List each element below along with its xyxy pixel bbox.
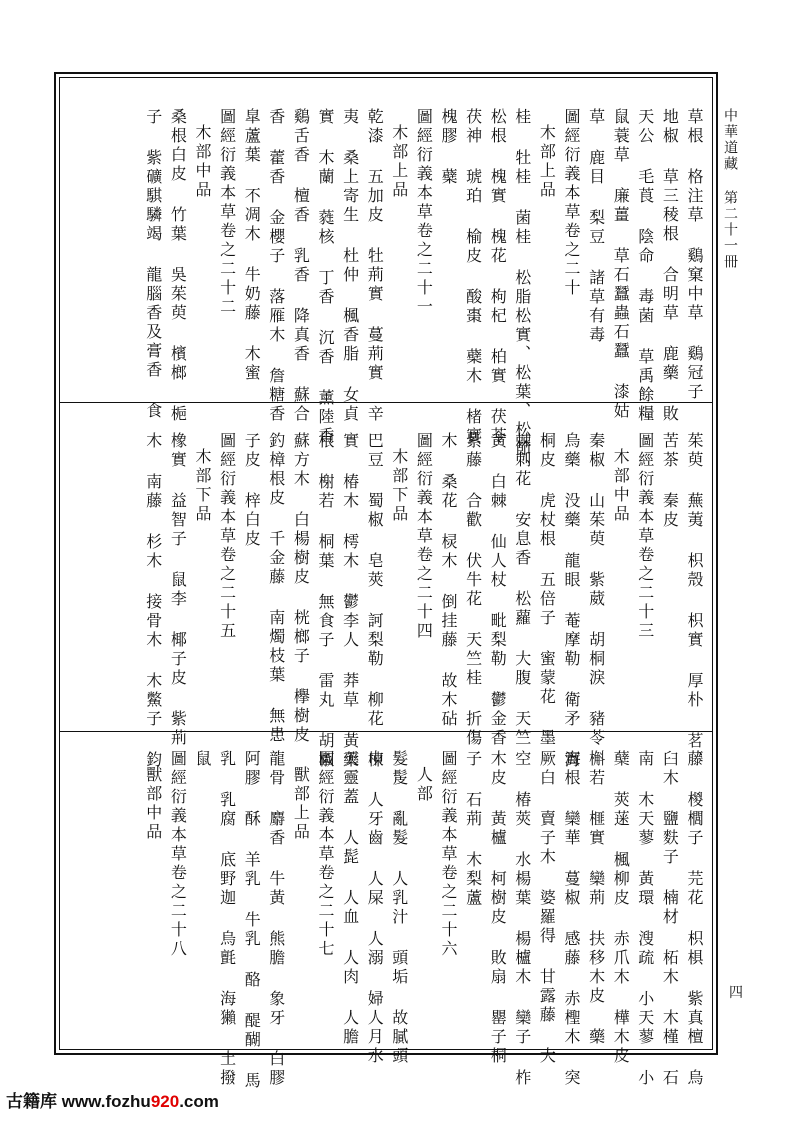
text-column: 槐膠 蘗: [439, 108, 458, 187]
text-column: 圖經衍義本草卷之二十一: [414, 108, 434, 317]
text-column: 木部上品: [537, 124, 557, 200]
text-column: 圖經衍義本草卷之二十五: [217, 432, 237, 641]
text-column: 蘇方木 白楊樹皮 桄榔子 欅樹皮: [291, 432, 311, 745]
text-column: 木 桑花 棂木 倒挂藤 故木砧: [439, 432, 458, 729]
text-column: 子皮 梓白皮: [242, 432, 262, 549]
text-column: 乾漆 五加皮 牡荊實 蔓荊實 辛: [365, 108, 385, 424]
text-column: 天公 毛莨 陰命 毒菌 草禹餘糧: [635, 108, 655, 424]
text-column: 圖經衍義本草卷之二十八: [168, 750, 188, 959]
text-column: 臼木 鹽麩子 楠材 柘木 木槿 石: [660, 750, 680, 1088]
text-column: 皐蘆葉 不凋木 牛奶藤 木蜜: [242, 108, 262, 383]
text-column: 橡實 益智子 鼠李 椰子皮 紫荊: [168, 432, 188, 748]
text-column: 鼠蓑草 廉薑 草石蠶蟲石蠶 漆姑: [611, 108, 631, 421]
text-column: 子 紫礦騏驎竭 龍腦香及膏香 食: [143, 108, 163, 421]
text-column: 苦茶 秦皮: [660, 432, 680, 530]
text-column: 實 椿木 樗木 鬱李人 莽草 黃藥: [340, 432, 360, 770]
text-column: 棘刺花 安息香 松蘿 大腹 天竺: [512, 432, 532, 748]
watermark-text: 古籍库 www.fozhu: [6, 1092, 151, 1111]
text-column: 子 石荊 木梨蘆: [463, 750, 483, 908]
watermark-suffix: .com: [179, 1092, 219, 1111]
text-column: 槲若 榧實 欒荊 扶移木皮 藥: [586, 750, 606, 1047]
text-column: 圖經衍義本草卷之二十: [562, 108, 581, 298]
text-column: 天靈蓋 人髭 人血 人肉 人膽: [340, 750, 360, 1047]
text-column: 香 藿香 金櫻子 落雁木 詹糖香: [266, 108, 286, 424]
text-column: 木皮 黃櫨 柯樹皮 敗扇 罌子桐: [488, 750, 508, 1066]
running-header: 中華道藏 第二十一冊: [722, 108, 738, 270]
page-number: 四: [729, 985, 743, 1001]
text-column: 黃 白棘 仙人杖 毗梨勒 鬱金香: [488, 432, 508, 748]
text-column: 木部上品: [389, 124, 409, 200]
text-column: 秦椒 山茱萸 紫葳 胡桐淚 豬苓: [586, 432, 606, 748]
text-column: 人部: [414, 766, 434, 804]
text-column: 桂 牡桂 菌桂 松脂松實、松葉、松節、: [512, 108, 532, 478]
text-column: 松根 槐實 槐花 枸杞 柏實 茯苓: [488, 108, 508, 446]
watermark-highlight: 920: [150, 1092, 180, 1111]
text-column: 根 榭若 桐葉 無食子 雷丸 胡椒: [316, 432, 335, 770]
text-column: 厥白 賣子木 婆羅得 甘露藤 大: [537, 750, 557, 1066]
text-column: 茯神 琥珀 榆皮 酸棗 蘗木 楮實: [463, 108, 483, 446]
text-column: 蘖 莢蒾 楓柳皮 赤爪木 樺木皮: [611, 750, 631, 1066]
text-column: 獸部上品: [291, 766, 311, 842]
text-column: 木部中品: [611, 448, 631, 524]
text-column: 木部下品: [193, 448, 212, 524]
text-column: 圖經衍義本草卷之二十六: [439, 750, 458, 959]
text-column: 鼠: [193, 750, 212, 769]
text-column: 巾 人牙齒 人屎 人溺 婦人月水: [365, 750, 385, 1066]
text-column: 桐皮 虎杖根 五倍子 蜜蒙花 墨: [537, 432, 557, 748]
text-column: 乳 乳腐 底野迦 烏氈 海獺 土撥: [217, 750, 237, 1088]
text-column: 茱萸 蕪荑 枳殼 枳實 厚朴 茗、: [685, 432, 704, 770]
text-column: 空 椿莢 水楊葉 楊櫨木 欒子 柞: [512, 750, 532, 1088]
text-column: 圖經衍義本草卷之二十二: [217, 108, 237, 317]
text-column: 髮髲 亂髮 人乳汁 頭垢 故膩頭: [389, 750, 409, 1066]
text-column: 木 南藤 杉木 接骨木 木鱉子 鈞: [143, 432, 163, 770]
text-column: 藤 椶櫚子 芫花 枳椇 紫真檀 烏: [685, 750, 704, 1088]
text-column: 鷄舌香 檀香 乳香 降真香 蘇合: [291, 108, 311, 424]
text-column: 草根 格注草 鷄窠中草 鷄冠子: [685, 108, 704, 402]
text-column: 巴豆 蜀椒 皂莢 訶梨勒 柳花 楝: [365, 432, 385, 770]
text-column: 獸部中品: [143, 766, 163, 842]
text-column: 圖經衍義本草卷之二十三: [635, 432, 655, 641]
text-column: 實 木蘭 蕤核 丁香 沉香 薰陸香: [316, 108, 335, 446]
text-column: 龍骨 麝香 牛黃 熊膽 象牙 白膠: [266, 750, 286, 1088]
watermark: [6, 1087, 219, 1112]
text-column: 阿膠 酥 羊乳 牛乳 酪 醍醐 馬: [242, 750, 262, 1091]
text-column: 地椒 草三稜根 合明草 鹿藥 敗: [660, 108, 680, 424]
text-column: 釣樟根皮 千金藤 南燭枝葉 無患: [266, 432, 286, 745]
text-column: 夷 桑上寄生 杜仲 楓香脂 女貞: [340, 108, 360, 424]
text-column: 木部中品: [193, 124, 212, 200]
text-column: 草 鹿目 梨豆 諸草有毒: [586, 108, 606, 345]
text-column: 木部下品: [389, 448, 409, 524]
text-column: 紫藤 合歡 伏牛花 天竺桂 折傷: [463, 432, 483, 748]
text-column: 南 木天蓼 黃環 溲疏 小天蓼 小: [635, 750, 655, 1088]
text-column: 圖經衍義本草卷之二十七: [316, 750, 335, 959]
text-column: 實根 欒華 蔓椒 感藤 赤檉木 突: [562, 750, 581, 1088]
text-column: 圖經衍義本草卷之二十四: [414, 432, 434, 641]
text-column: 烏藥 没藥 龍眼 菴摩勒 衛矛 海: [562, 432, 581, 770]
text-column: 桑根白皮 竹葉 吳茱萸 檳榔 梔: [168, 108, 188, 424]
